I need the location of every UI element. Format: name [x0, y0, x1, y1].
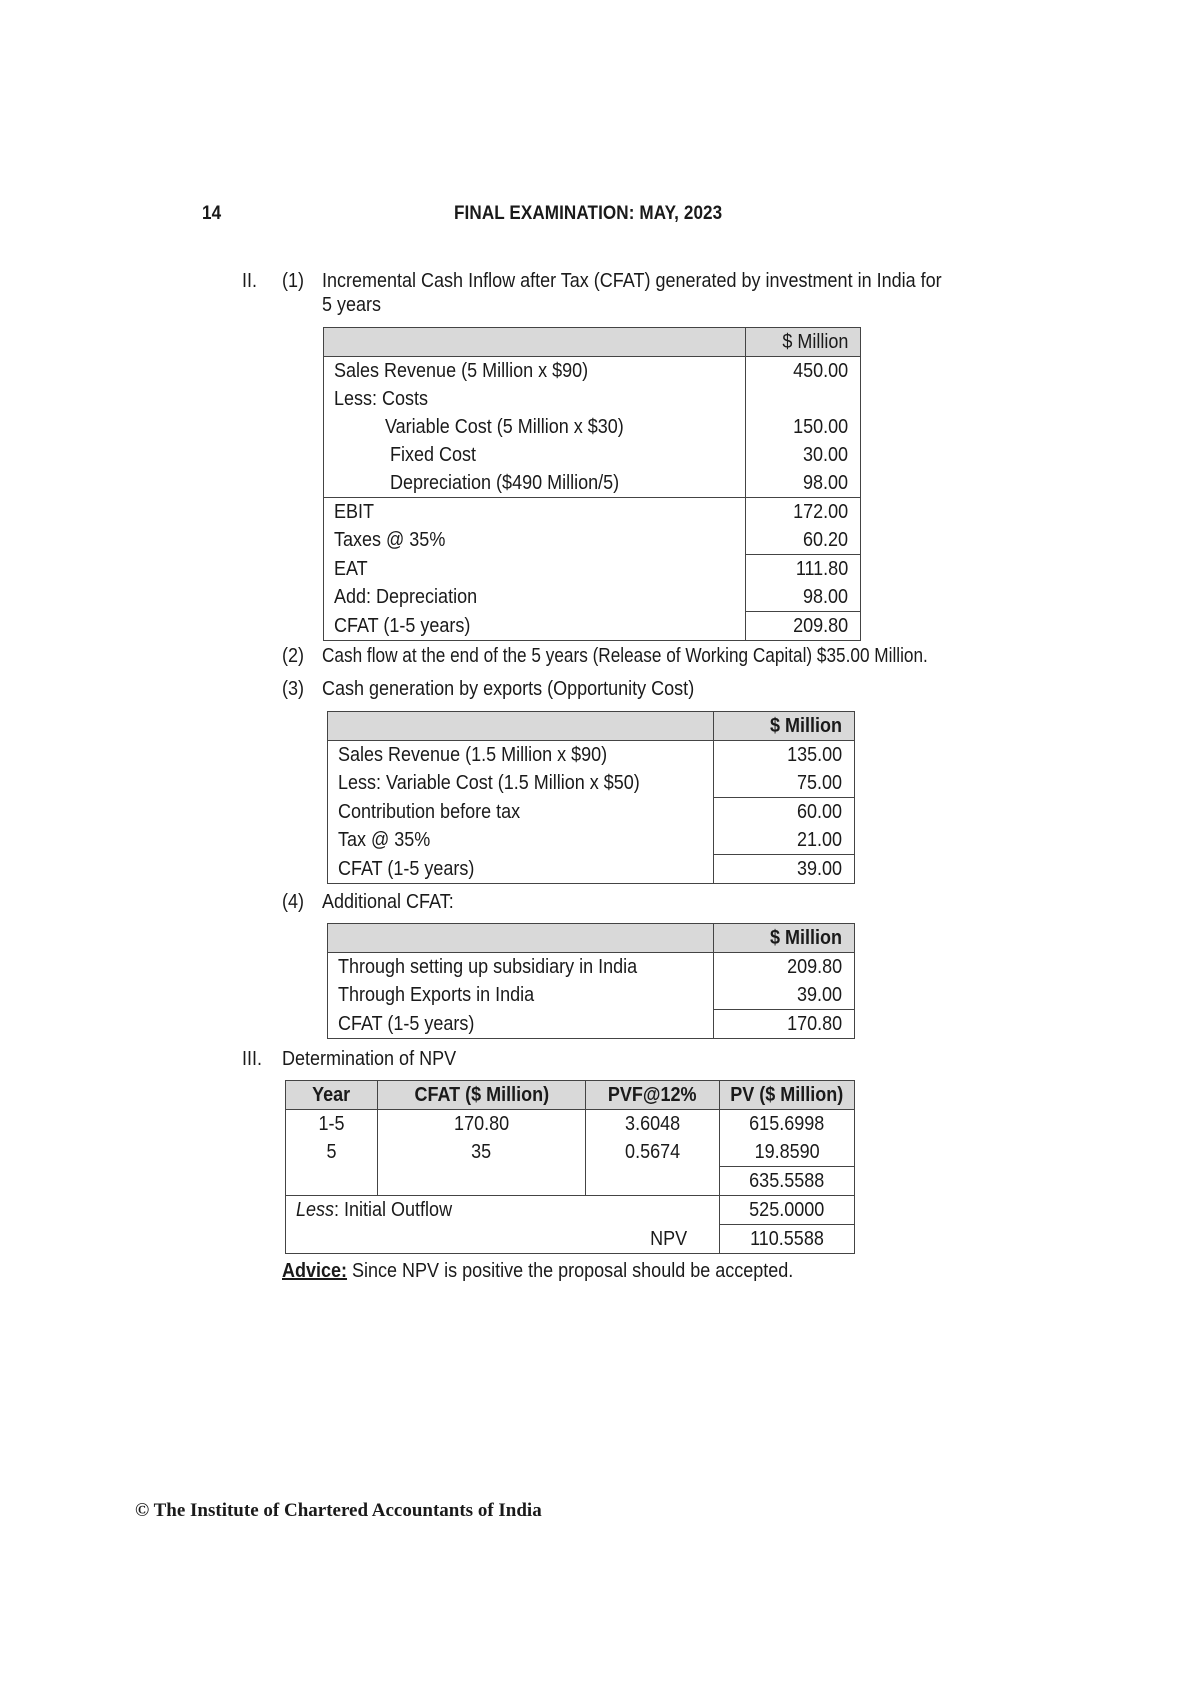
table-header-row: [324, 328, 861, 357]
table-header-cell: $ Million: [713, 924, 854, 953]
table-row: Less: Variable Cost (1.5 Million x $50) 75.00: [328, 769, 855, 798]
table-row: 1-5 170.80 3.6048 615.6998: [286, 1110, 855, 1139]
table-row: CFAT (1-5 years) 209.80: [324, 612, 861, 641]
advice-text: Since NPV is positive the proposal should be accepted.: [347, 1260, 794, 1282]
table-row: Depreciation ($490 Million/5) 98.00: [324, 469, 861, 498]
advice-line: [282, 1260, 793, 1283]
section-numeral-iii: III.: [242, 1048, 263, 1070]
item1-text-line2: 5 years: [322, 294, 382, 316]
table-row: Variable Cost (5 Million x $30) 150.00: [324, 413, 861, 441]
table-row: Less: Costs: [324, 385, 861, 413]
table-header-blank: [324, 328, 746, 357]
table-row: Taxes @ 35% 60.20: [324, 526, 861, 555]
table-row: CFAT (1-5 years) 39.00: [328, 855, 855, 884]
export-cfat-table: [327, 711, 855, 884]
item-number-3: (3): [282, 678, 305, 700]
page-number: 14: [202, 203, 222, 224]
table-row: NPV 110.5588: [286, 1225, 855, 1254]
table-header-row: Year CFAT ($ Million) PVF@12% PV ($ Million): [286, 1081, 855, 1110]
table-header-row: [328, 712, 855, 741]
item-number-4: (4): [282, 891, 305, 913]
table-header-cell: $ Million: [713, 712, 854, 741]
table-row: 5 35 0.5674 19.8590: [286, 1138, 855, 1167]
table-row: Contribution before tax 60.00: [328, 798, 855, 827]
cfat-india-table: [323, 327, 861, 641]
additional-cfat-table: [327, 923, 855, 1039]
table-row: Fixed Cost 30.00: [324, 441, 861, 469]
item4-text: Additional CFAT:: [322, 891, 454, 913]
table-row: Less: Initial Outflow 525.0000: [286, 1196, 855, 1225]
section-numeral-ii: II.: [242, 270, 258, 292]
footer-copyright: © The Institute of Chartered Accountants of India: [135, 1500, 542, 1521]
table-header-blank: [328, 712, 714, 741]
table-row: Through Exports in India 39.00: [328, 981, 855, 1010]
table-row: EAT 111.80: [324, 555, 861, 584]
table-row: 635.5588: [286, 1167, 855, 1196]
page-title: FINAL EXAMINATION: MAY, 2023: [454, 203, 723, 224]
item-number-2: (2): [282, 645, 305, 667]
table-row: Through setting up subsidiary in India 209.80: [328, 953, 855, 982]
table-header-row: [328, 924, 855, 953]
item3-text: Cash generation by exports (Opportunity Cost): [322, 678, 695, 700]
table-row: Sales Revenue (5 Million x $90) 450.00: [324, 357, 861, 386]
table-row: Tax @ 35% 21.00: [328, 826, 855, 855]
table-row: EBIT 172.00: [324, 498, 861, 527]
npv-table: [285, 1080, 855, 1254]
advice-label: Advice:: [282, 1260, 348, 1282]
table-row: Sales Revenue (1.5 Million x $90) 135.00: [328, 741, 855, 770]
section3-title: Determination of NPV: [282, 1048, 457, 1070]
table-row: Add: Depreciation 98.00: [324, 583, 861, 612]
item1-text-line1: Incremental Cash Inflow after Tax (CFAT) generated by investment in India for: [322, 270, 942, 292]
table-header-cell: $ Million: [746, 328, 861, 357]
table-header-blank: [328, 924, 714, 953]
table-row: CFAT (1-5 years) 170.80: [328, 1010, 855, 1039]
item2-text: Cash flow at the end of the 5 years (Release of Working Capital) $35.00 Million.: [322, 645, 928, 667]
item-number-1: (1): [282, 270, 305, 292]
